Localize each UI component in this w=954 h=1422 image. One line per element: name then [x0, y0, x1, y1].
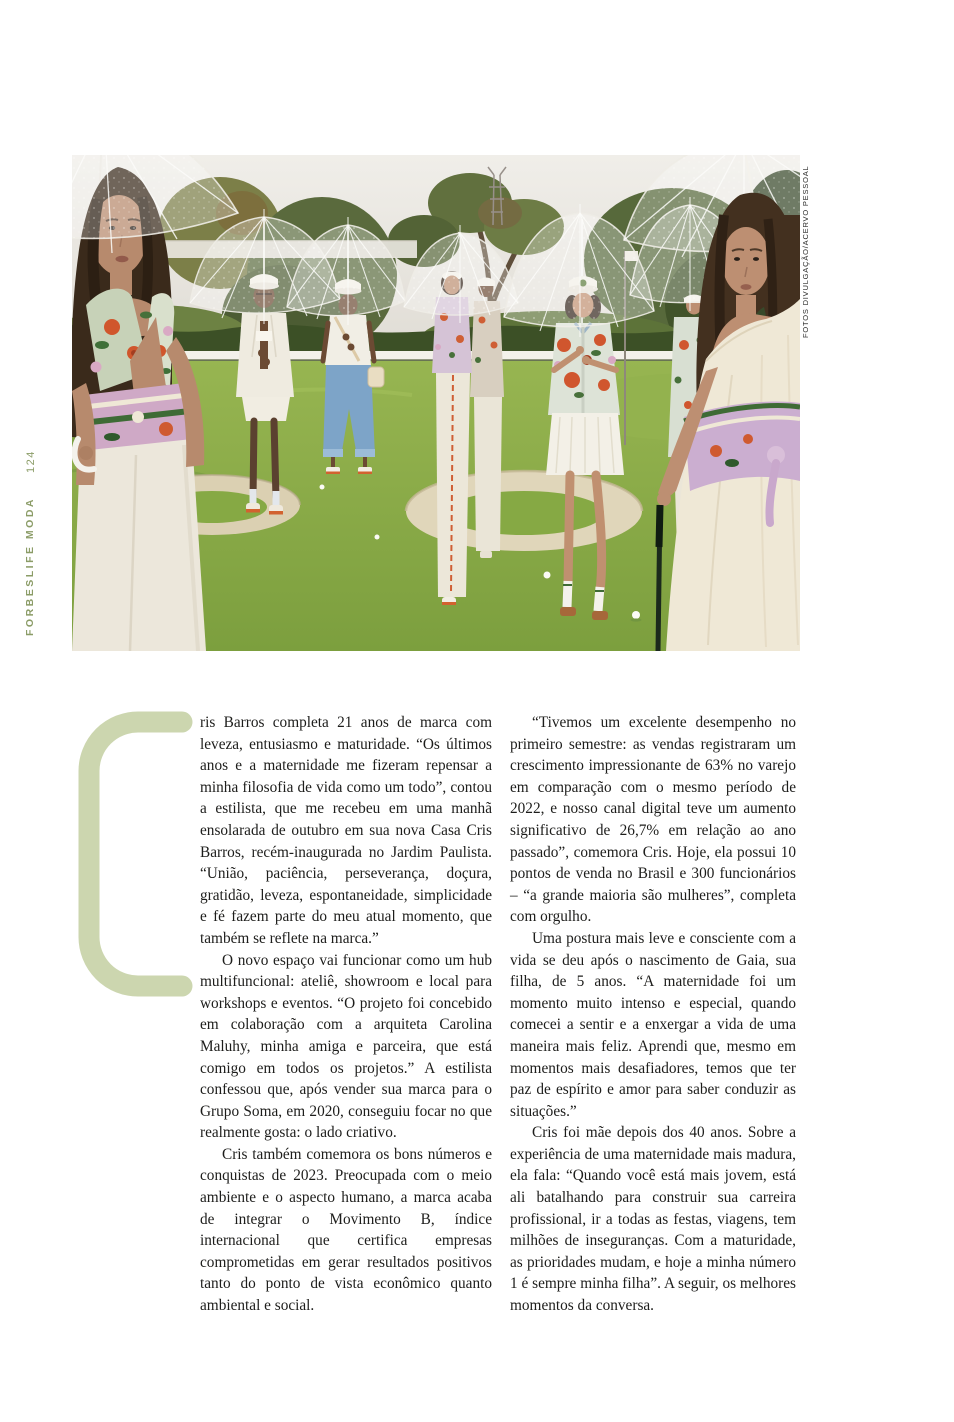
- article-column-2: [510, 712, 796, 1317]
- section-label: FORBESLIFE MODA: [24, 497, 36, 636]
- hero-photo-illustration: [72, 155, 800, 651]
- hero-photo: [72, 155, 800, 651]
- article-body: [200, 712, 796, 1317]
- photo-credit: FOTOS DIVULGAÇÃO/ACERVO PESSOAL: [801, 165, 810, 338]
- paragraph: Cris foi mãe depois dos 40 anos. Sobre a experiência de uma maternidade mais madura, ela fala: “Quando você está mais jovem, está ali batalhando para construir sua carreira profissional, ir a todas as festas, viagens, tem milhões de inseguranças. Com a maturidade, as prioridades mudam, e hoje a minha número 1 é sempre minha filha”. A seguir, os melhores momentos da conversa.: [510, 1124, 796, 1315]
- page-number: 124: [25, 450, 37, 473]
- paragraph: ris Barros completa 21 anos de marca com leveza, entusiasmo e maturidade. “Os últimos anos e a maternidade me fizeram repensar a minha filosofia de vida como um todo”, contou a estilista, que me recebeu em uma manhã ensolarada de outubro em sua nova Casa Cris Barros, recém-inaugurada no Jardim Paulista. “União, paciência, perseverança, doçura, gratidão, leveza, espontaneidade, simplicidade e fé fazem parte do meu atual momento, que também se reflete na marca.”: [200, 714, 492, 947]
- dropcap-letter: [76, 698, 195, 1010]
- paragraph: Cris também comemora os bons números e conquistas de 2023. Preocupada com o meio ambiente e o aspecto humano, a marca acaba de integrar o Movimento B, índice internacional que certifica empresas comprometidas em gerar resultados positivos tanto do ponto de vista econômico quanto ambiental e social.: [200, 1145, 492, 1315]
- paragraph: Uma postura mais leve e consciente com a vida se deu após o nascimento de Gaia, sua filha, de 5 anos. “A maternidade foi um momento muito intenso e especial, quando comecei a sentir e a enxergar a vida de uma maneira mais feliz. Aprendi que, mesmo em momentos mais desafiadores, temos que ter paz de espírito e amor para saber conduzir as situações.”: [510, 929, 796, 1120]
- paragraph: O novo espaço vai funcionar como um hub multifuncional: ateliê, showroom e local para workshops e eventos. “O projeto foi concebido em colaboração com a arquiteta Carolina Maluhy, minha amiga e parceira, que está comigo em todos os projetos.” A estilista confessou que, após vender sua marca para o Grupo Soma, em 2020, conseguiu focar no que realmente gosta: o lado criativo.: [200, 951, 492, 1142]
- paragraph: “Tivemos um excelente desempenho no primeiro semestre: as vendas registraram um crescimento impressionante de 63% no varejo em comparação com o mesmo período de 2022, e nosso canal digital teve um aumento significativo de 26,7% em relação ao ano passado”, comemora Cris. Hoje, ela possui 10 pontos de venda no Brasil e 300 funcionários – “a grande maioria são mulheres”, completa com orgulho.: [510, 714, 796, 926]
- article-column-1: [200, 712, 492, 1317]
- dropcap-shape: [76, 698, 195, 1010]
